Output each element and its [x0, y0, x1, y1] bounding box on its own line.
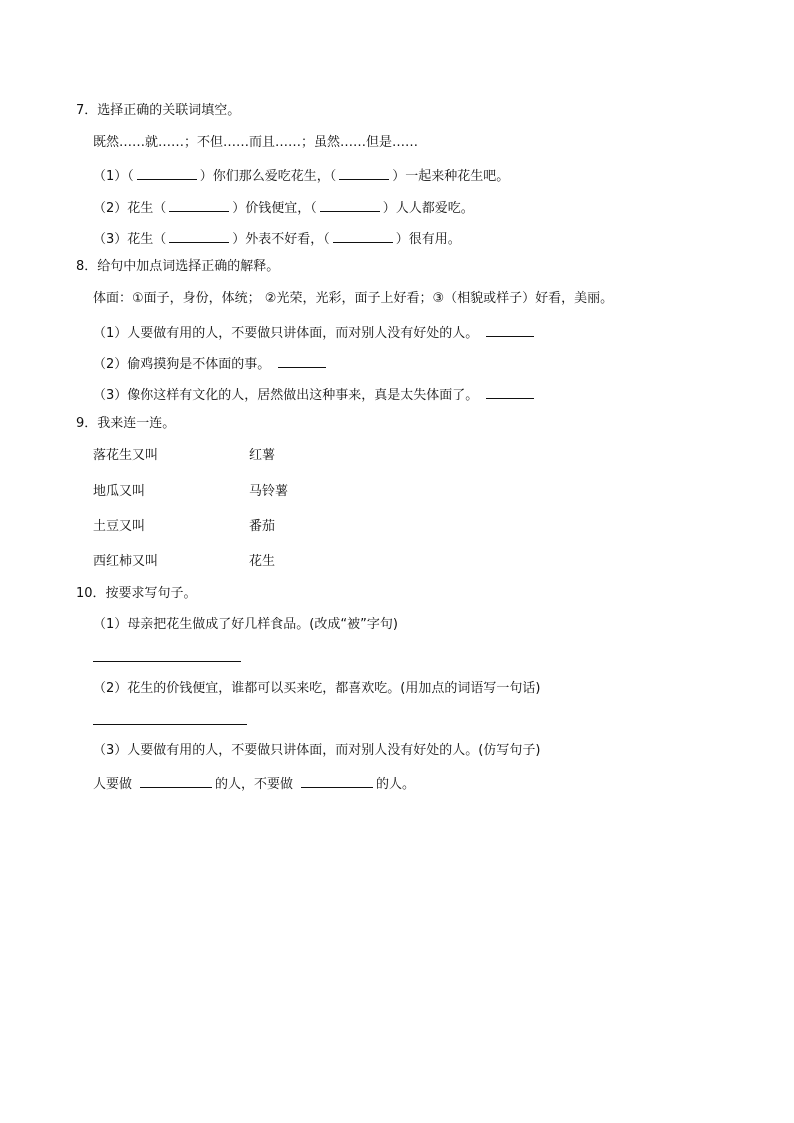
q9-left-item[interactable]: 地瓜又叫 [93, 484, 146, 499]
q8-item-2: （2）偷鸡摸狗是不体面的事。 [93, 353, 329, 374]
q10-item-3: （3）人要做有用的人，不要做只讲体面，而对别人没有好处的人。(仿写句子) [93, 743, 541, 758]
q9-right-item[interactable]: 花生 [249, 554, 276, 569]
answer-line[interactable] [93, 661, 241, 662]
q8-item-3: （3）像你这样有文化的人，居然做出这种事来，真是太失体面了。 [93, 384, 537, 405]
blank[interactable] [486, 322, 534, 337]
q7-title: 7．选择正确的关联词填空。 [76, 103, 241, 118]
q9-left-item[interactable]: 土豆又叫 [93, 519, 146, 534]
q7-item-2: （2）花生（ ）价钱便宜，（ ）人人都爱吃。 [93, 197, 474, 218]
blank[interactable] [320, 197, 380, 212]
q8-title: 8．给句中加点词选择正确的解释。 [76, 259, 280, 274]
q8-definition: 体面：①面子，身份，体统； ②光荣，光彩，面子上好看；③（相貌或样子）好看，美丽。 [93, 291, 614, 306]
q9-right-item[interactable]: 红薯 [249, 448, 276, 463]
q10-title: 10．按要求写句子。 [76, 586, 197, 601]
q9-left-item[interactable]: 西红柿又叫 [93, 554, 159, 569]
q9-right-item[interactable]: 番茄 [249, 519, 276, 534]
q9-title: 9．我来连一连。 [76, 416, 176, 431]
blank[interactable] [169, 197, 229, 212]
blank[interactable] [137, 165, 197, 180]
q9-right-item[interactable]: 马铃薯 [249, 484, 289, 499]
q7-item-3: （3）花生（ ）外表不好看，（ ）很有用。 [93, 228, 461, 249]
q7-options: 既然……就……；不但……而且……；虽然……但是…… [93, 135, 419, 150]
blank[interactable] [486, 384, 534, 399]
q10-pattern: 人要做 的人，不要做 的人。 [93, 773, 415, 794]
q9-left-item[interactable]: 落花生又叫 [93, 448, 159, 463]
q10-item-1: （1）母亲把花生做成了好几样食品。(改成“被”字句) [93, 617, 398, 632]
q8-item-1: （1）人要做有用的人，不要做只讲体面，而对别人没有好处的人。 [93, 322, 537, 343]
blank[interactable] [278, 353, 326, 368]
q10-item-2: （2）花生的价钱便宜，谁都可以买来吃，都喜欢吃。(用加点的词语写一句话) [93, 681, 541, 696]
blank[interactable] [333, 228, 393, 243]
q7-item-1: （1）（ ）你们那么爱吃花生，（ ）一起来种花生吧。 [93, 165, 509, 186]
blank[interactable] [169, 228, 229, 243]
blank[interactable] [140, 773, 212, 788]
answer-line[interactable] [93, 724, 247, 725]
blank[interactable] [339, 165, 389, 180]
blank[interactable] [301, 773, 373, 788]
